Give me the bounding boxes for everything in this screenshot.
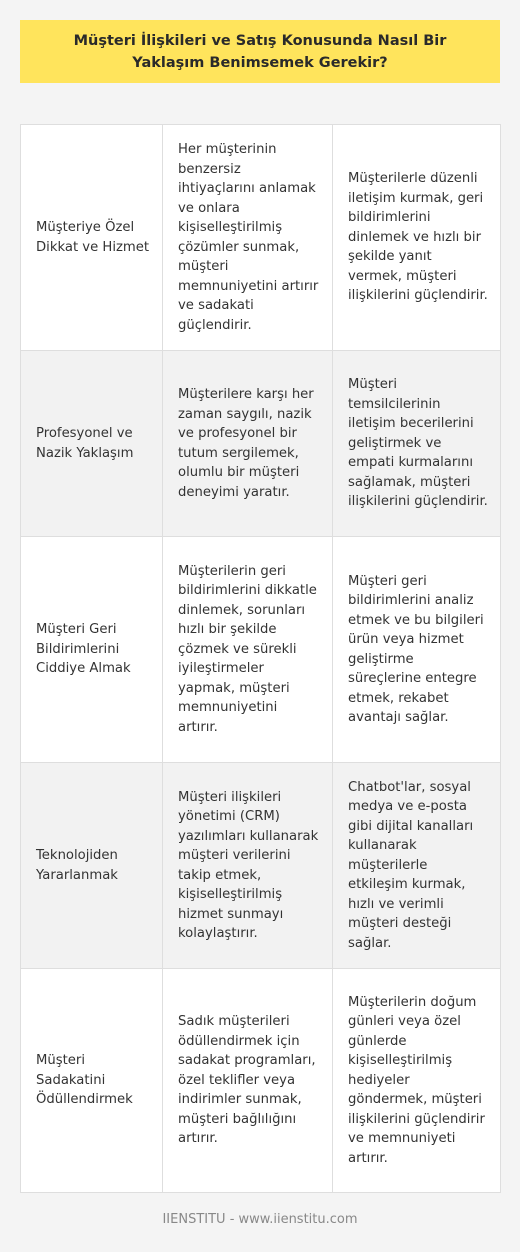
method-cell: Müşteri geri bildirimlerini analiz etmek ve bu bilgileri ürün veya hizmet geliştirme süreçlerine entegre etmek, rekabet avantajı sağlar. xyxy=(333,537,501,763)
table-row xyxy=(21,537,501,763)
table-row xyxy=(21,125,501,351)
table-row xyxy=(21,763,501,969)
topic-cell: Müşteri Sadakatini Ödüllendirmek xyxy=(21,969,163,1193)
footer-credit: IIENSTITU - www.iienstitu.com xyxy=(162,1212,358,1227)
topic-cell: Müşteriye Özel Dikkat ve Hizmet xyxy=(21,125,163,351)
table-row xyxy=(21,351,501,537)
table-row xyxy=(21,969,501,1193)
topic-cell: Teknolojiden Yararlanmak xyxy=(21,763,163,969)
topic-cell: Profesyonel ve Nazik Yaklaşım xyxy=(21,351,163,537)
content-table xyxy=(20,124,501,1193)
description-cell: Müşterilerin geri bildirimlerini dikkatle dinlemek, sorunları hızlı bir şekilde çözmek ve sürekli iyileştirmeler yapmak, müşteri memnuniyetini artırır. xyxy=(163,537,333,763)
method-cell: Chatbot'lar, sosyal medya ve e-posta gibi dijital kanalları kullanarak müşterilerle etkileşim kurmak, hızlı ve verimli müşteri desteği sağlar. xyxy=(333,763,501,969)
description-cell: Müşteri ilişkileri yönetimi (CRM) yazılımları kullanarak müşteri verilerini takip etmek, kişiselleştirilmiş hizmet sunmayı kolaylaştırır. xyxy=(163,763,333,969)
description-cell: Her müşterinin benzersiz ihtiyaçlarını anlamak ve onlara kişiselleştirilmiş çözümler sunmak, müşteri memnuniyetini artırır ve sadakati güçlendirir. xyxy=(163,125,333,351)
description-cell: Sadık müşterileri ödüllendirmek için sadakat programları, özel teklifler veya indirimler sunmak, müşteri bağlılığını artırır. xyxy=(163,969,333,1193)
method-cell: Müşterilerle düzenli iletişim kurmak, geri bildirimlerini dinlemek ve hızlı bir şekilde yanıt vermek, müşteri ilişkilerini güçlendirir. xyxy=(333,125,501,351)
page-title: Müşteri İlişkileri ve Satış Konusunda Nasıl Bir Yaklaşım Benimsemek Gerekir? xyxy=(73,32,447,71)
page-title-banner xyxy=(20,20,500,83)
method-cell: Müşterilerin doğum günleri veya özel günlerde kişiselleştirilmiş hediyeler göndermek, müşteri ilişkilerini güçlendirir ve memnuniyeti artırır. xyxy=(333,969,501,1193)
topic-cell: Müşteri Geri Bildirimlerini Ciddiye Almak xyxy=(21,537,163,763)
method-cell: Müşteri temsilcilerinin iletişim becerilerini geliştirmek ve empati kurmalarını sağlamak, müşteri ilişkilerini güçlendirir. xyxy=(333,351,501,537)
description-cell: Müşterilere karşı her zaman saygılı, nazik ve profesyonel bir tutum sergilemek, olumlu bir müşteri deneyimi yaratır. xyxy=(163,351,333,537)
